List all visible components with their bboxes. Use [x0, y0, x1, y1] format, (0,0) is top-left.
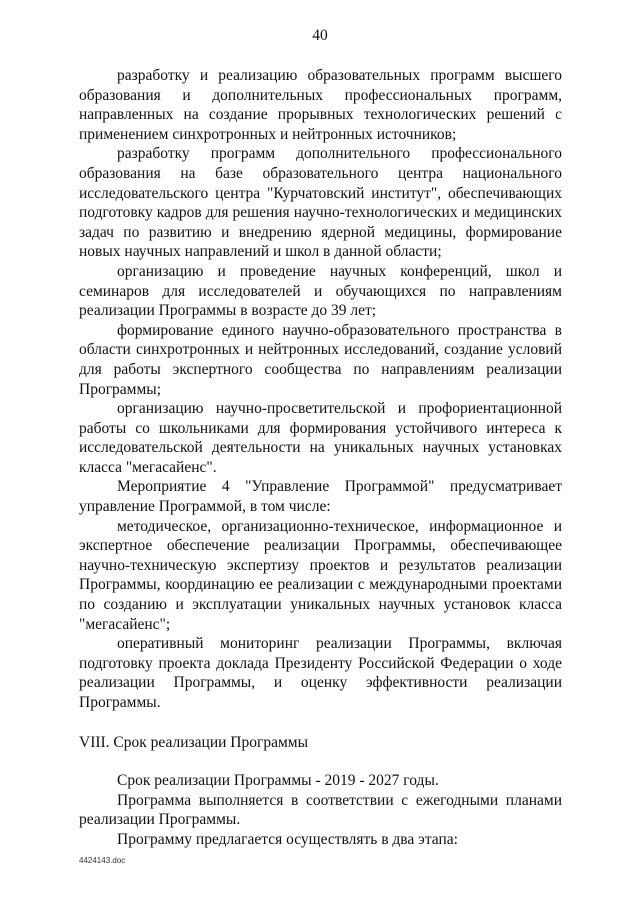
- paragraph-methodical-support: методическое, организационно-техническое, информационное и экспертное обеспечение реализации Программы, обеспечивающее научно-техническую экспертизу проектов и результатов реализации Программы, координацию ее реализации с международными проектами по созданию и эксплуатации уникальных научных установок класса "мегасайенс";: [79, 517, 562, 633]
- paragraph-program-term: Срок реализации Программы - 2019 - 2027 годы.: [117, 772, 439, 790]
- paragraph-conferences: организацию и проведение научных конференций, школ и семинаров для исследователей и обучающихся по направлениям реализации Программы в возрасте до 39 лет;: [79, 262, 562, 320]
- paragraph-educational-space: формирование единого научно-образовательного пространства в области синхротронных и нейтронных исследований, создание условий для работы экспертного сообщества по направлениям реализации Программы;: [79, 321, 562, 398]
- paragraph-annual-plans: Программа выполняется в соответствии с ежегодными планами реализации Программы.: [79, 791, 562, 829]
- page-number: 40: [312, 27, 328, 44]
- paragraph-two-stages: Программу предлагается осуществлять в два этапа:: [117, 830, 458, 848]
- paragraph-monitoring: оперативный мониторинг реализации Программы, включая подготовку проекта доклада Президенту Российской Федерации о ходе реализации Программы, и оценку эффективности реализации Программы.: [79, 635, 562, 711]
- paragraph-measure-4: Мероприятие 4 "Управление Программой" предусматривает управление Программой, в том числе:: [79, 478, 562, 516]
- paragraph-additional-education-programs: разработку программ дополнительного профессионального образования на базе образовательного центра национального исследовательского центра "Курчатовский институт", обеспечивающих подготовку кадров для решения научно-технологических и медицинских задач по развитию и внедрению ядерной медицины, формирование новых научных направлений и школ в данной области;: [79, 145, 562, 261]
- paragraph-school-outreach: организацию научно-просветительской и профориентационной работы со школьниками для формирования устойчивого интереса к исследовательской деятельности на уникальных научных установках класса "мегасайенс".: [79, 400, 562, 476]
- paragraph-higher-education-programs: разработку и реализацию образовательных программ высшего образования и дополнительных профессиональных программ, направленных на создание прорывных технологических решений с применением синхротронных и нейтронных источников;: [79, 67, 562, 143]
- document-filename-footer: 4424143.doc: [79, 856, 126, 865]
- document-body: [79, 66, 562, 850]
- section-heading: VIII. Срок реализации Программы: [79, 733, 309, 751]
